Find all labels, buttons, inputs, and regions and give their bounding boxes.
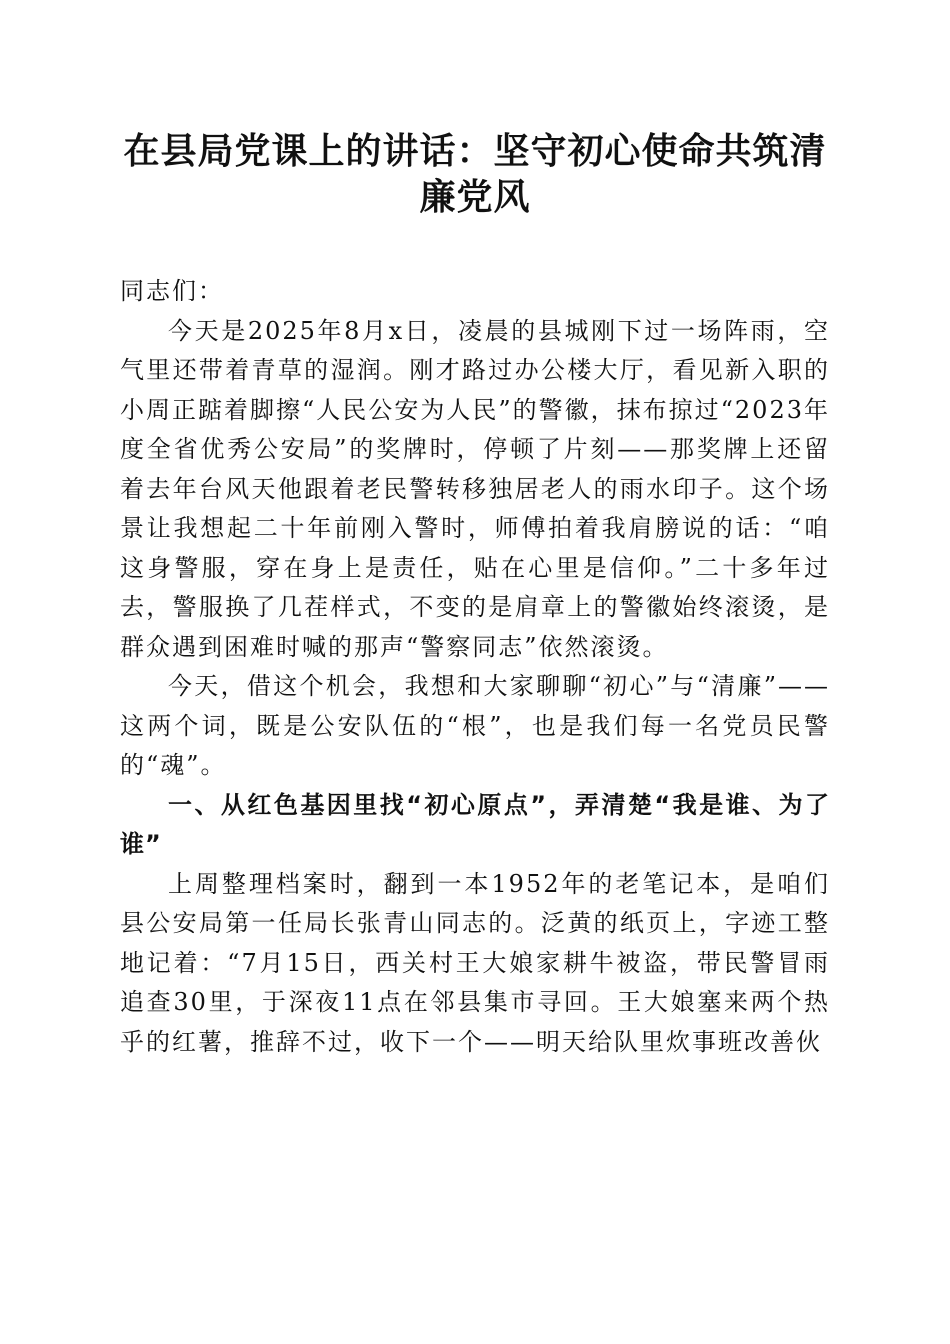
paragraph-2: 今天，借这个机会，我想和大家聊聊“初心”与“清廉”——这两个词，既是公安队伍的“根”，也是我们每一名党员民警的“魂”。 [120,672,830,779]
paragraph-1: 今天是2025年8月x日，凌晨的县城刚下过一场阵雨，空气里还带着青草的湿润。刚才路过办公楼大厅，看见新入职的小周正踮着脚擦“人民公安为人民”的警徽，抹布掠过“2023年度全省优秀公安局”的奖牌时，停顿了片刻——那奖牌上还留着去年台风天他跟着老民警转移独居老人的雨水印子。这个场景让我想起二十年前刚入警时，师傅拍着我肩膀说的话：“咱这身警服，穿在身上是责任，贴在心里是信仰。”二十多年过去，警服换了几茬样式，不变的是肩章上的警徽始终滚烫，是群众遇到困难时喊的那声“警察同志”依然滚烫。 [120,316,830,661]
section-heading-1: 一、从红色基因里找“初心原点”，弄清楚“我是谁、为了谁” [120,790,830,858]
document-page [120,128,830,1062]
section-1-paragraph: 上周整理档案时，翻到一本1952年的老笔记本，是咱们县公安局第一任局长张青山同志的。泛黄的纸页上，字迹工整地记着：“7月15日，西关村王大娘家耕牛被盗，带民警冒雨追查30里，于深夜11点在邻县集市寻回。王大娘塞来两个热乎的红薯，推辞不过，收下一个——明天给队里炊事班改善伙 [120,869,830,1056]
salutation: 同志们： [120,277,224,305]
document-title: 在县局党课上的讲话：坚守初心使命共筑清廉党风 [123,130,827,218]
